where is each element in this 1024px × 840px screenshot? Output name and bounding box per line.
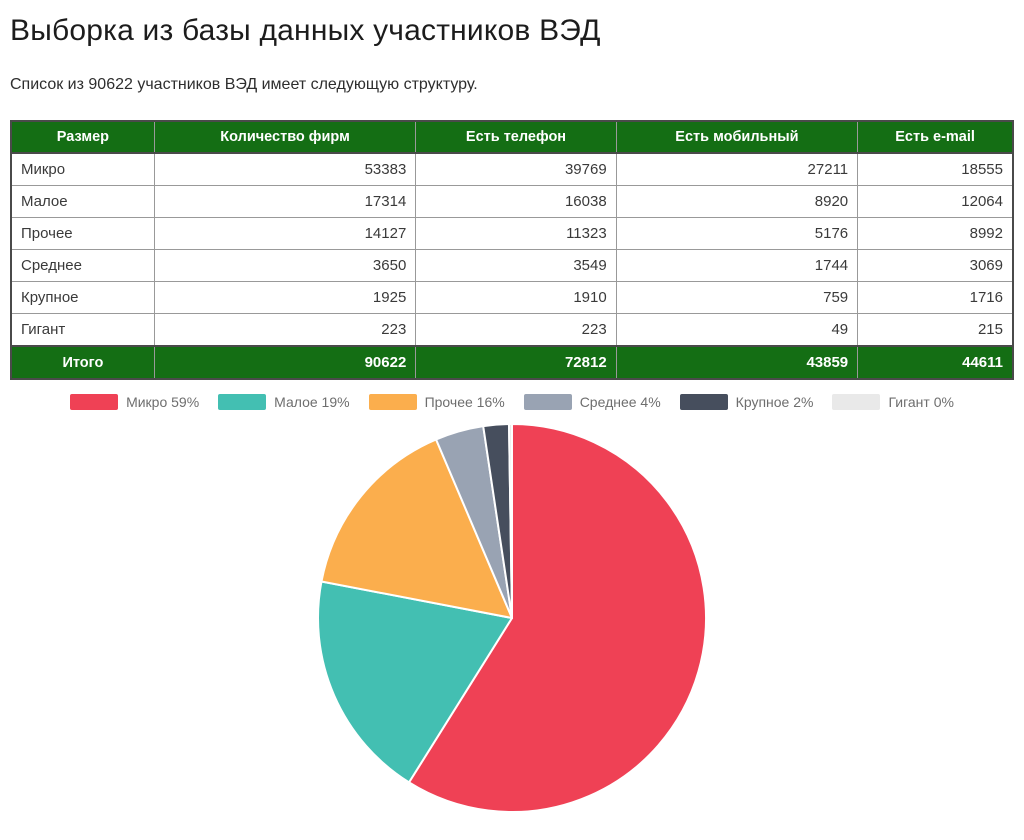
row-size-label: Среднее	[11, 250, 154, 282]
legend-swatch-large	[680, 394, 728, 410]
row-value-phone: 1910	[416, 282, 616, 314]
legend-item-medium[interactable]	[524, 394, 661, 410]
pie-chart-area	[10, 421, 1014, 815]
row-value-phone: 223	[416, 314, 616, 347]
row-value-mobile: 8920	[616, 186, 857, 218]
legend-item-large[interactable]	[680, 394, 814, 410]
pie-chart-section	[10, 392, 1014, 815]
pie-chart	[302, 421, 722, 815]
row-value-email: 8992	[858, 218, 1013, 250]
row-size-label: Прочее	[11, 218, 154, 250]
page-subtitle: Список из 90622 участников ВЭД имеет следующую структуру.	[10, 76, 478, 93]
total-mobile: 43859	[616, 346, 857, 379]
row-value-firms: 53383	[154, 153, 416, 186]
row-value-mobile: 1744	[616, 250, 857, 282]
row-value-phone: 3549	[416, 250, 616, 282]
row-size-label: Малое	[11, 186, 154, 218]
chart-legend	[10, 392, 1014, 412]
row-value-firms: 223	[154, 314, 416, 347]
table-row	[11, 218, 1013, 250]
row-value-email: 1716	[858, 282, 1013, 314]
row-size-label: Крупное	[11, 282, 154, 314]
column-header-size: Размер	[11, 121, 154, 153]
total-phone: 72812	[416, 346, 616, 379]
header-row	[11, 121, 1013, 153]
legend-label: Гигант 0%	[888, 394, 954, 410]
column-header-firms: Количество фирм	[154, 121, 416, 153]
legend-item-other[interactable]	[369, 394, 505, 410]
legend-item-micro[interactable]	[70, 394, 199, 410]
total-row	[11, 346, 1013, 379]
row-value-email: 12064	[858, 186, 1013, 218]
legend-swatch-small	[218, 394, 266, 410]
legend-label: Среднее 4%	[579, 394, 661, 410]
legend-swatch-other	[369, 394, 417, 410]
legend-swatch-giant	[832, 394, 880, 410]
legend-label: Прочее 16%	[424, 394, 505, 410]
total-label: Итого	[11, 346, 154, 379]
row-value-firms: 3650	[154, 250, 416, 282]
total-email: 44611	[858, 346, 1013, 379]
table-row	[11, 250, 1013, 282]
row-value-email: 215	[858, 314, 1013, 347]
row-value-firms: 14127	[154, 218, 416, 250]
table-footer	[11, 346, 1013, 379]
column-header-email: Есть e-mail	[858, 121, 1013, 153]
column-header-phone: Есть телефон	[416, 121, 616, 153]
row-size-label: Микро	[11, 153, 154, 186]
row-value-mobile: 759	[616, 282, 857, 314]
table-row	[11, 314, 1013, 347]
row-value-firms: 17314	[154, 186, 416, 218]
row-value-mobile: 27211	[616, 153, 857, 186]
column-header-mobile: Есть мобильный	[616, 121, 857, 153]
legend-label: Микро 59%	[126, 394, 200, 410]
legend-swatch-micro	[70, 394, 118, 410]
legend-swatch-medium	[524, 394, 572, 410]
row-value-firms: 1925	[154, 282, 416, 314]
row-value-email: 3069	[858, 250, 1013, 282]
legend-item-small[interactable]	[218, 394, 349, 410]
legend-label: Крупное 2%	[735, 394, 814, 410]
row-size-label: Гигант	[11, 314, 154, 347]
row-value-phone: 16038	[416, 186, 616, 218]
table-row	[11, 153, 1013, 186]
ved-participants-table	[10, 120, 1014, 380]
row-value-email: 18555	[858, 153, 1013, 186]
row-value-mobile: 5176	[616, 218, 857, 250]
row-value-phone: 39769	[416, 153, 616, 186]
table-body	[11, 153, 1013, 346]
table-header	[11, 121, 1013, 153]
page-title: Выборка из базы данных участников ВЭД	[10, 14, 601, 47]
row-value-mobile: 49	[616, 314, 857, 347]
table-row	[11, 282, 1013, 314]
legend-label: Малое 19%	[274, 394, 350, 410]
total-firms: 90622	[154, 346, 416, 379]
table-row	[11, 186, 1013, 218]
row-value-phone: 11323	[416, 218, 616, 250]
legend-item-giant[interactable]	[832, 394, 953, 410]
